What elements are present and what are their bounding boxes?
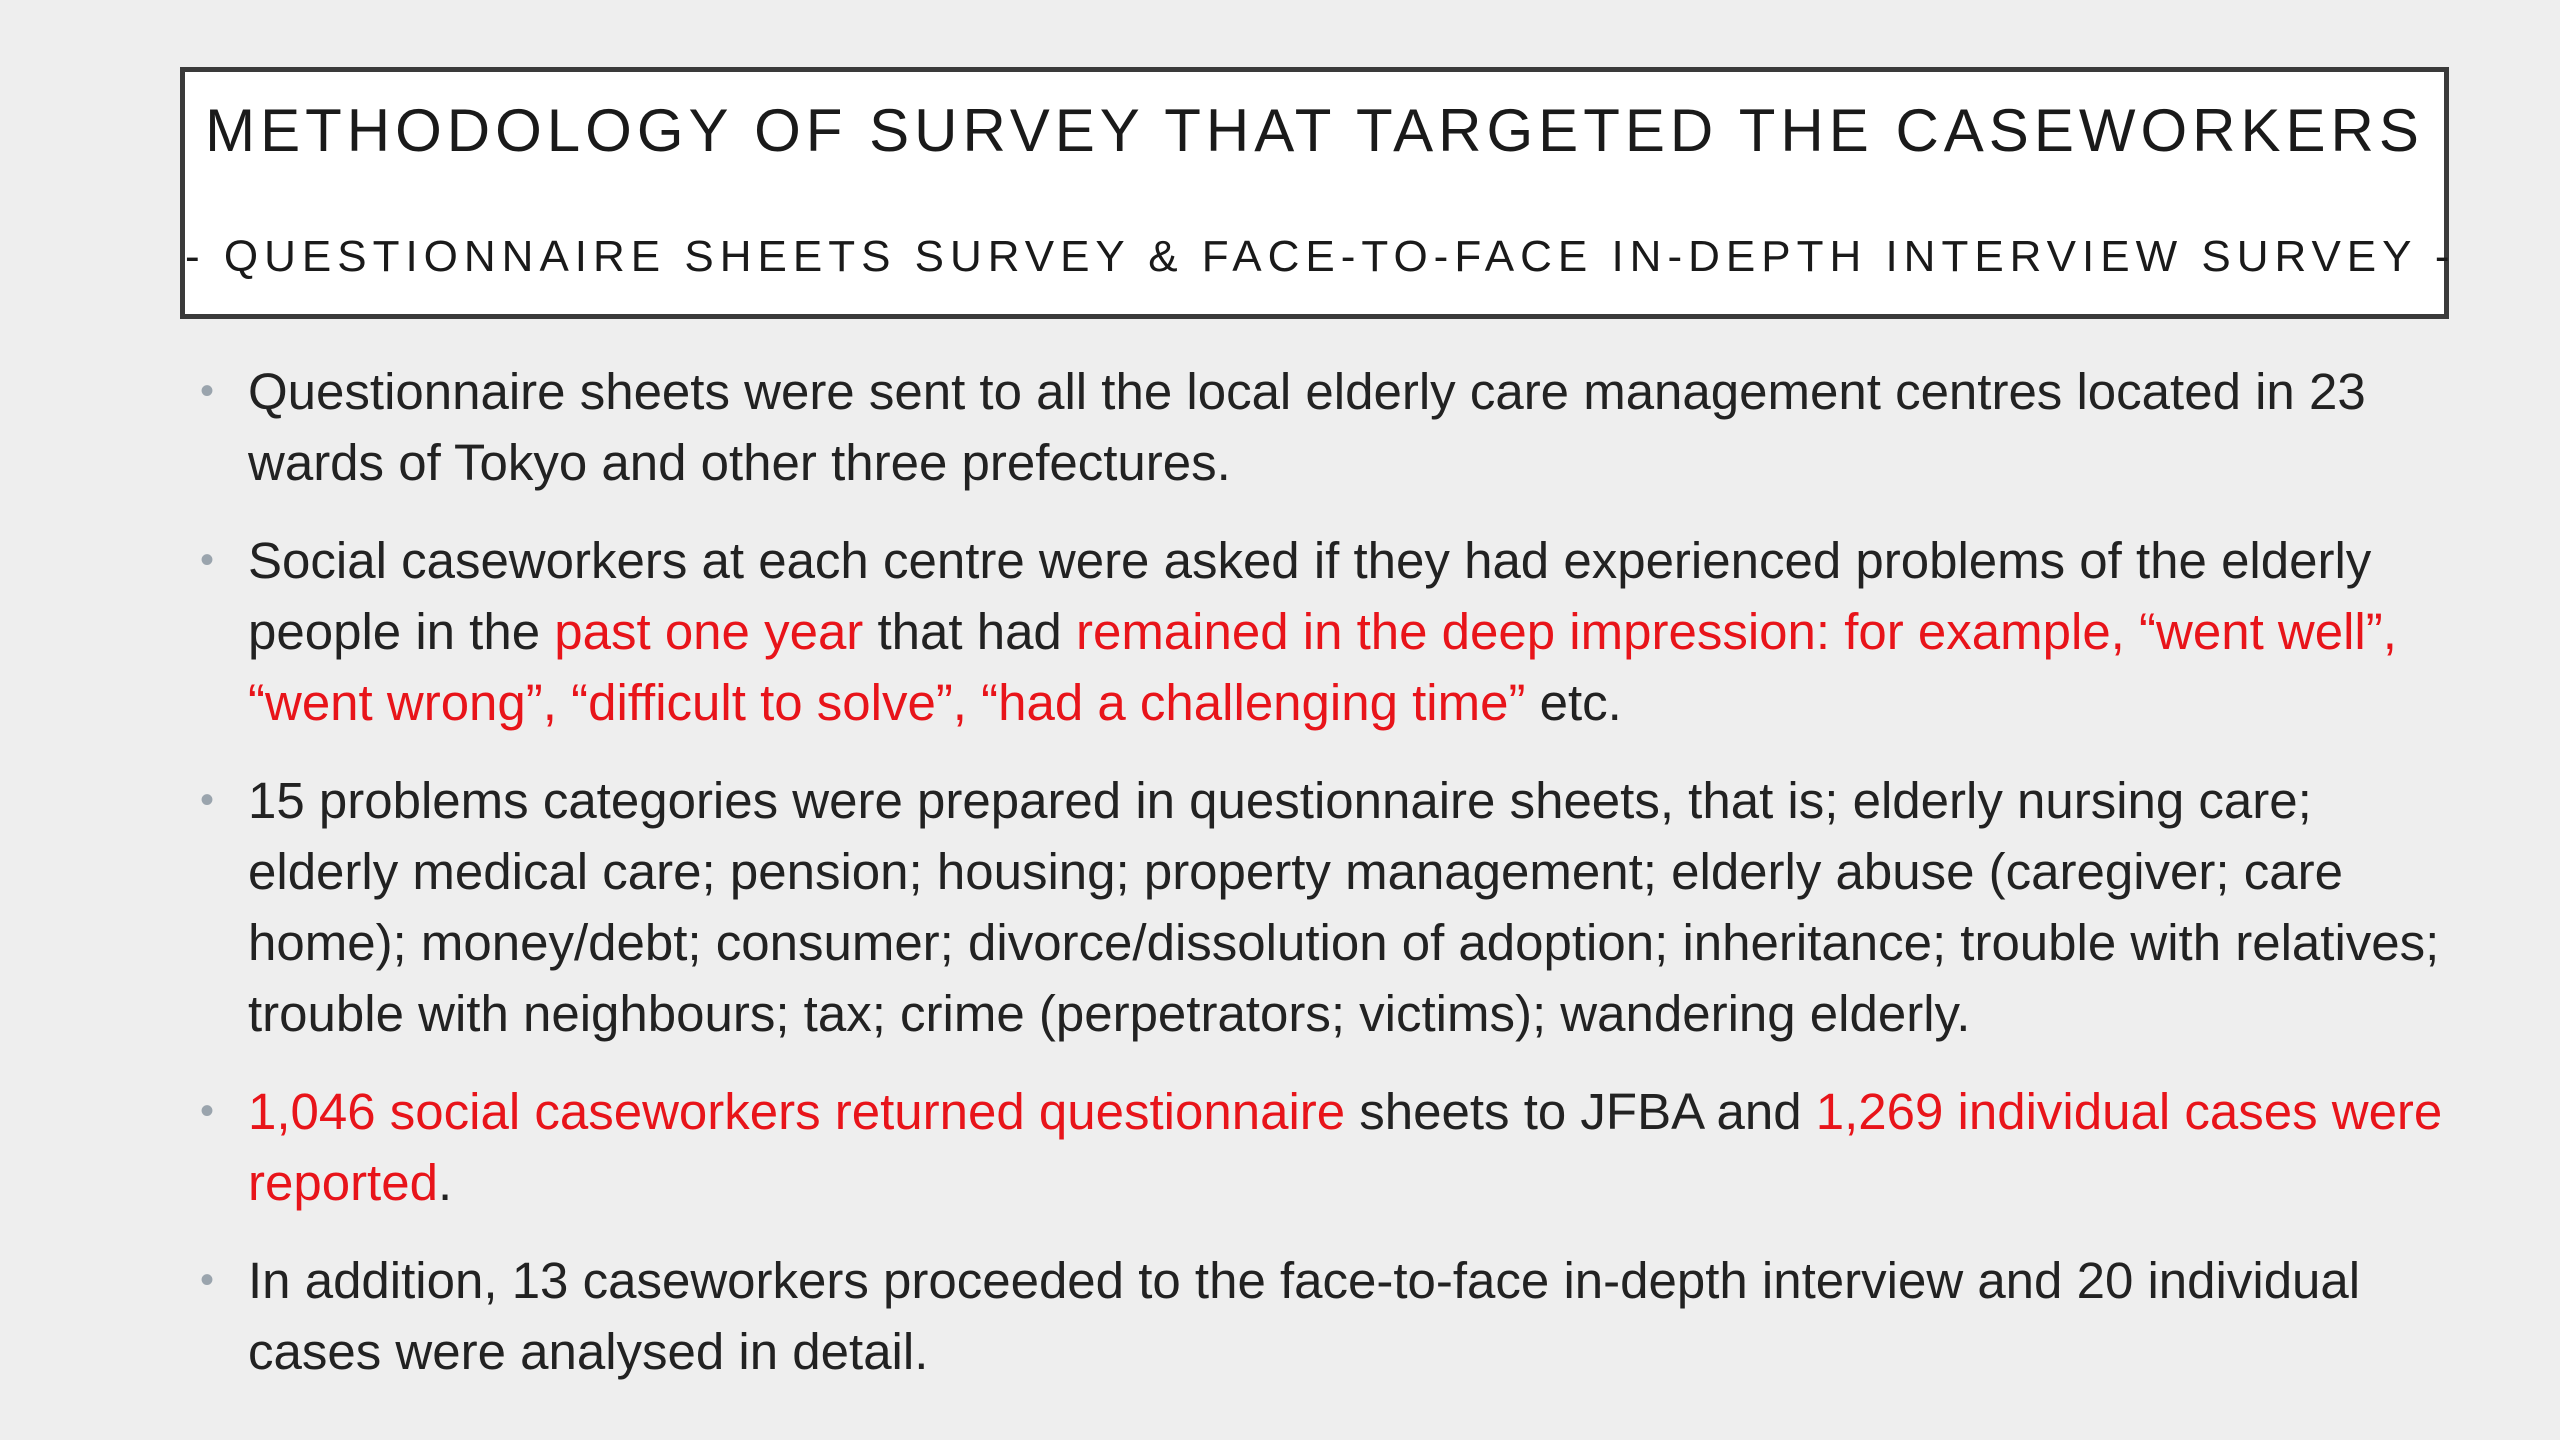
bullet-text-part: Social caseworkers at each centre were asked if they had experienced problems of the elderly people in the — [248, 532, 2372, 660]
bullet-marker-icon: • — [200, 1089, 215, 1133]
bullet-text-part: that had — [863, 603, 1076, 660]
bullet-item-caseworkers-asked — [200, 525, 2460, 738]
bullet-item-interviews — [200, 1245, 2460, 1387]
slide-subtitle: - QUESTIONNAIRE SHEETS SURVEY & FACE-TO-FACE IN-DEPTH INTERVIEW SURVEY - — [185, 232, 2456, 281]
bullet-marker-icon: • — [200, 538, 215, 582]
highlight-text: past one year — [554, 603, 864, 660]
highlight-text: 1,046 social caseworkers returned questionnaire — [248, 1083, 1346, 1140]
slide-title: METHODOLOGY OF SURVEY THAT TARGETED THE CASEWORKERS — [205, 97, 2424, 164]
highlight-text: remained in the deep impression: for example, “went well”, “went wrong”, “difficult to solve”, “had a challenging time” — [248, 603, 2397, 731]
bullet-item-problem-categories — [200, 765, 2460, 1049]
bullet-item-responses — [200, 1076, 2460, 1218]
bullet-item-questionnaire-sent — [200, 356, 2460, 498]
title-box — [180, 67, 2456, 319]
bullet-text-part: . — [437, 1154, 453, 1211]
bullet-text-part: sheets to JFBA and — [1345, 1083, 1816, 1140]
bullet-text: 15 problems categories were prepared in questionnaire sheets, that is; elderly nursing care; elderly medical care; pension; housing; property management; elderly abuse (caregiver; care home); money/debt; consumer; divorce/dissolution of adoption; inheritance; trouble with relatives; trouble with neighbours; tax; crime (perpetrators; victims); wandering elderly. — [248, 772, 2440, 1042]
bullet-text: Questionnaire sheets were sent to all the local elderly care management centres located in 23 wards of Tokyo and other three prefectures. — [248, 363, 2366, 491]
bullet-marker-icon: • — [200, 778, 215, 822]
bullet-text: In addition, 13 caseworkers proceeded to the face-to-face in-depth interview and 20 individual cases were analysed in detail. — [248, 1252, 2361, 1380]
highlight-text: 1,269 individual cases were reported — [248, 1083, 2443, 1211]
bullet-marker-icon: • — [200, 1258, 215, 1302]
bullet-text-part: etc. — [1525, 674, 1622, 731]
bullet-marker-icon: • — [200, 369, 215, 413]
bullet-list — [200, 356, 2460, 1414]
